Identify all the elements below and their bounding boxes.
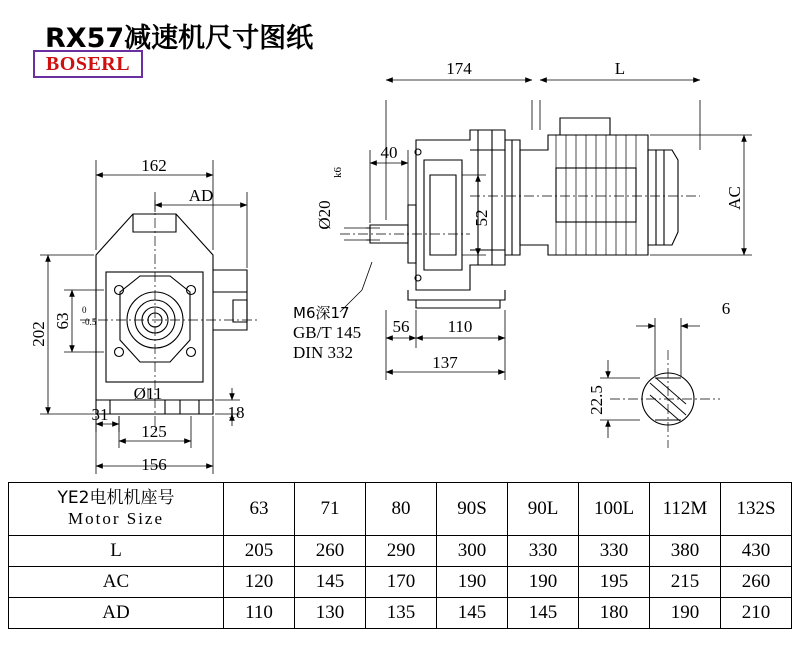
note-gbt145: GB/T 145 — [293, 323, 362, 342]
table-cell: 215 — [650, 567, 721, 598]
dim-202: 202 — [29, 321, 48, 347]
table-cell: 110 — [224, 598, 295, 629]
table-cell: 130 — [295, 598, 366, 629]
table-cell: 120 — [224, 567, 295, 598]
table-cell: 180 — [579, 598, 650, 629]
dim-hole-d11: Ø11 — [133, 384, 163, 403]
table-cell: 300 — [437, 536, 508, 567]
table-cell: 205 — [224, 536, 295, 567]
page-title: RX57减速机尺寸图纸 — [45, 23, 314, 54]
table-cell: 170 — [366, 567, 437, 598]
dim-31: 31 — [91, 405, 109, 424]
table-cell: 430 — [721, 536, 792, 567]
table-row — [9, 536, 792, 567]
table-header-label-en: Motor Size — [67, 509, 165, 528]
table-cell: 190 — [437, 567, 508, 598]
table-cell: 260 — [295, 536, 366, 567]
dim-162: 162 — [141, 156, 167, 175]
table-header-label — [9, 483, 224, 536]
table-cell: 100L — [579, 483, 650, 536]
table-cell: 132S — [721, 483, 792, 536]
table-cell: 71 — [295, 483, 366, 536]
dim-6: 6 — [721, 299, 731, 318]
motor-size-table — [8, 482, 792, 629]
dim-shaft-tol-k6: k6 — [332, 167, 344, 178]
table-cell: 190 — [650, 598, 721, 629]
table-cell: 90S — [437, 483, 508, 536]
table-cell: 90L — [508, 483, 579, 536]
dim-63-tol-lower: -0.5 — [82, 317, 97, 327]
table-row-label: AC — [9, 567, 224, 598]
dim-L: L — [614, 59, 626, 78]
table-row-label: AD — [9, 598, 224, 629]
table-row-label: L — [9, 536, 224, 567]
table-row — [9, 598, 792, 629]
table-cell: 330 — [579, 536, 650, 567]
dim-63: 63 — [53, 312, 72, 330]
dim-18: 18 — [227, 403, 245, 422]
table-cell: 145 — [508, 598, 579, 629]
left-view-geometry — [96, 214, 247, 414]
table-cell: 145 — [295, 567, 366, 598]
table-cell: 260 — [721, 567, 792, 598]
dim-110: 110 — [447, 317, 473, 336]
main-view-geometry — [366, 118, 678, 308]
table-header-row — [9, 483, 792, 536]
table-cell: 145 — [437, 598, 508, 629]
dim-137: 137 — [432, 353, 458, 372]
table-header-label-cn: YE2电机机座号 — [57, 488, 175, 509]
dim-174: 174 — [446, 59, 472, 78]
table-cell: 290 — [366, 536, 437, 567]
brand-logo-text: BOSERL — [45, 52, 131, 75]
dim-ad: AD — [188, 186, 214, 205]
table-cell: 190 — [508, 567, 579, 598]
table-cell: 380 — [650, 536, 721, 567]
table-cell: 112M — [650, 483, 721, 536]
dim-shaft-d20: Ø20 — [315, 200, 334, 230]
dim-AC: AC — [725, 186, 744, 210]
table-cell: 63 — [224, 483, 295, 536]
table-cell: 195 — [579, 567, 650, 598]
table-row — [9, 567, 792, 598]
table-cell: 135 — [366, 598, 437, 629]
dim-52: 52 — [472, 209, 491, 227]
note-din332: DIN 332 — [293, 343, 353, 362]
table-cell: 330 — [508, 536, 579, 567]
dim-56: 56 — [392, 317, 410, 336]
dim-40: 40 — [380, 143, 398, 162]
dim-125: 125 — [141, 422, 167, 441]
table-cell: 210 — [721, 598, 792, 629]
table-cell: 80 — [366, 483, 437, 536]
dim-63-tol-upper: 0 — [82, 305, 87, 315]
dim-156: 156 — [141, 455, 167, 474]
dim-22-5: 22.5 — [587, 385, 606, 415]
note-m6: M6深17 — [293, 304, 350, 322]
